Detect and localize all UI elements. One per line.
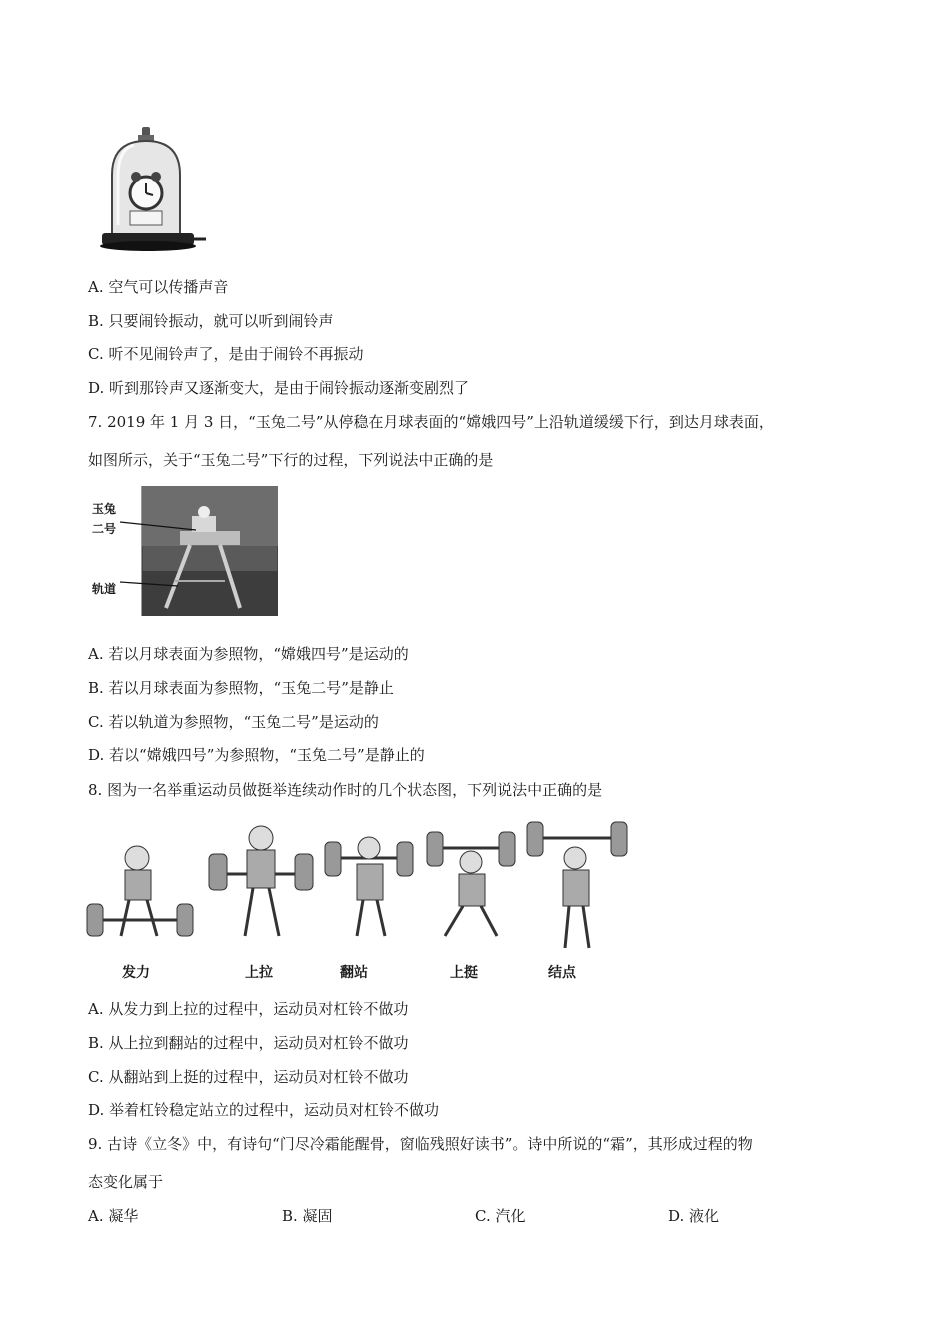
q8-stem: 8. 图为一名举重运动员做挺举连续动作时的几个状态图，下列说法中正确的是 xyxy=(88,781,603,799)
figure-label-track: 轨道 xyxy=(92,582,117,596)
q7-option-a: A. 若以月球表面为参照物，“嫦娥四号”是运动的 xyxy=(88,645,409,663)
stage-fanzhan-drawing xyxy=(325,837,413,936)
figure-label-rover-2: 二号 xyxy=(92,522,117,536)
q9-option-c: C. 汽化 xyxy=(475,1207,526,1225)
q7-option-b: B. 若以月球表面为参照物，“玉兔二号”是静止 xyxy=(88,679,394,697)
q6-option-a: A. 空气可以传播声音 xyxy=(88,278,229,296)
weightlifting-stages-figure xyxy=(85,818,645,958)
q9-option-d: D. 液化 xyxy=(668,1207,720,1225)
stage-label-1: 发力 xyxy=(122,965,150,981)
stage-label-5: 结点 xyxy=(548,965,576,981)
q7-option-d: D. 若以“嫦娥四号”为参照物，“玉兔二号”是静止的 xyxy=(88,746,425,764)
q9-option-a: A. 凝华 xyxy=(88,1207,139,1225)
lunar-rover-photo xyxy=(120,486,278,616)
stage-shangla-drawing xyxy=(209,826,313,936)
q9-stem-line-2: 态变化属于 xyxy=(88,1173,164,1191)
q7-option-c: C. 若以轨道为参照物，“玉兔二号”是运动的 xyxy=(88,713,379,731)
q8-option-b: B. 从上拉到翻站的过程中，运动员对杠铃不做功 xyxy=(88,1034,409,1052)
stage-jiedian-drawing xyxy=(527,822,627,948)
q6-option-d: D. 听到那铃声又逐渐变大，是由于闹铃振动逐渐变剧烈了 xyxy=(88,379,470,397)
q9-stem-line-1: 9. 古诗《立冬》中，有诗句“门尽冷霜能醒骨，窗临残照好读书”。诗中所说的“霜”，其形成过程的物 xyxy=(88,1135,753,1153)
q6-option-c: C. 听不见闹铃声了，是由于闹铃不再振动 xyxy=(88,345,364,363)
stage-fali-drawing xyxy=(87,846,193,936)
figure-label-rover-1: 玉兔 xyxy=(92,502,117,516)
q8-option-a: A. 从发力到上拉的过程中，运动员对杠铃不做功 xyxy=(88,1000,409,1018)
stage-label-2: 上拉 xyxy=(245,965,273,981)
q7-stem-line-1: 7. 2019 年 1 月 3 日，“玉兔二号”从停稳在月球表面的“嫦娥四号”上沿轨道缓缓下行，到达月球表面， xyxy=(88,413,774,431)
stage-label-4: 上挺 xyxy=(450,965,478,981)
q8-option-c: C. 从翻站到上挺的过程中，运动员对杠铃不做功 xyxy=(88,1068,409,1086)
q6-option-b: B. 只要闹铃振动，就可以听到闹铃声 xyxy=(88,312,334,330)
stage-label-3: 翻站 xyxy=(340,965,368,981)
q9-option-b: B. 凝固 xyxy=(282,1207,333,1225)
stage-shangting-drawing xyxy=(427,832,515,936)
bell-jar-figure xyxy=(98,125,208,255)
q7-stem-line-2: 如图所示，关于“玉兔二号”下行的过程，下列说法中正确的是 xyxy=(88,451,494,469)
q8-option-d: D. 举着杠铃稳定站立的过程中，运动员对杠铃不做功 xyxy=(88,1101,440,1119)
